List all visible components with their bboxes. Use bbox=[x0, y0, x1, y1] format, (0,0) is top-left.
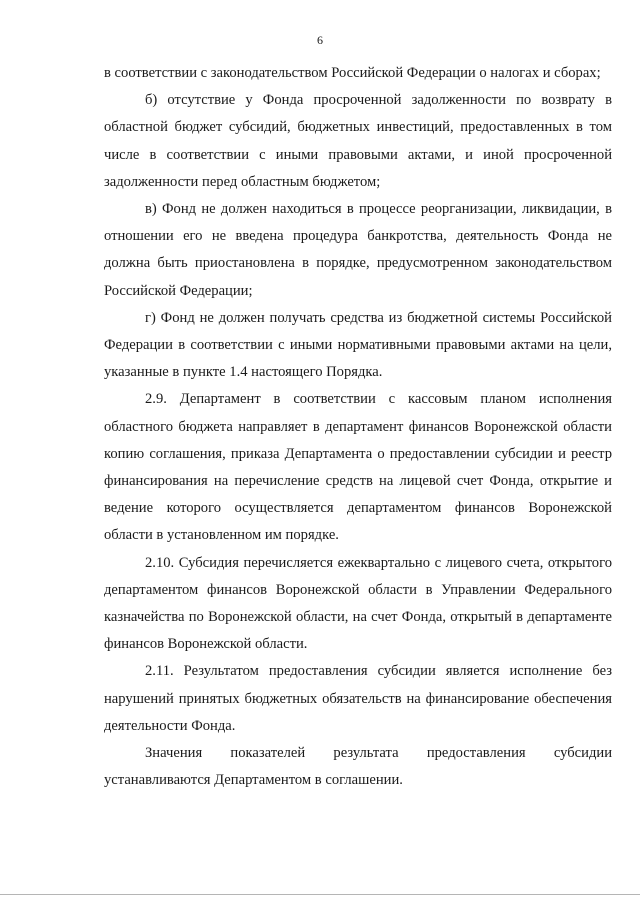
paragraph-item-b: б) отсутствие у Фонда просроченной задолженности по возврату в областной бюджет субсидий, бюджетных инвестиций, предоставленных в том числе в соответствии с иными правовыми актами, и иной просроченной задолженности перед областным бюджетом; bbox=[104, 92, 612, 190]
page-number: 6 bbox=[317, 33, 323, 47]
paragraph-2-9: 2.9. Департамент в соответствии с кассовым планом исполнения областного бюджета направляет в департамент финансов Воронежской области копию соглашения, приказа Департамента о предоставлении субсидии и реестр финансирования на перечисление средств на лицевой счет Фонда, открытие и ведение которого осуществляется департаментом финансов Воронежской области в установленном им порядке. bbox=[104, 391, 612, 544]
paragraph-2-11: 2.11. Результатом предоставления субсидии является исполнение без нарушений принятых бюджетных обязательств на финансирование обеспечения деятельности Фонда. bbox=[104, 663, 612, 734]
paragraph-continuation: в соответствии с законодательством Российской Федерации о налогах и сборах; bbox=[104, 65, 601, 81]
document-body bbox=[104, 60, 612, 794]
paragraph-item-g: г) Фонд не должен получать средства из бюджетной системы Российской Федерации в соответствии с иными нормативными правовыми актами на цели, указанные в пункте 1.4 настоящего Порядка. bbox=[104, 309, 612, 381]
paragraph-indicator-values: Значения показателей результата предоставления субсидии устанавливаются Департаментом в соглашении. bbox=[104, 745, 612, 789]
paragraph-item-v: в) Фонд не должен находиться в процессе реорганизации, ликвидации, в отношении его не введена процедура банкротства, деятельность Фонда не должна быть приостановлена в порядке, предусмотренном законодательством Российской Федерации; bbox=[104, 201, 612, 299]
scan-edge-line bbox=[0, 894, 640, 895]
paragraph-2-10: 2.10. Субсидия перечисляется ежеквартально с лицевого счета, открытого департаментом финансов Воронежской области в Управлении Федерального казначейства по Воронежской области, на счет Фонда, открытый в департаменте финансов Воронежской области. bbox=[104, 554, 612, 653]
